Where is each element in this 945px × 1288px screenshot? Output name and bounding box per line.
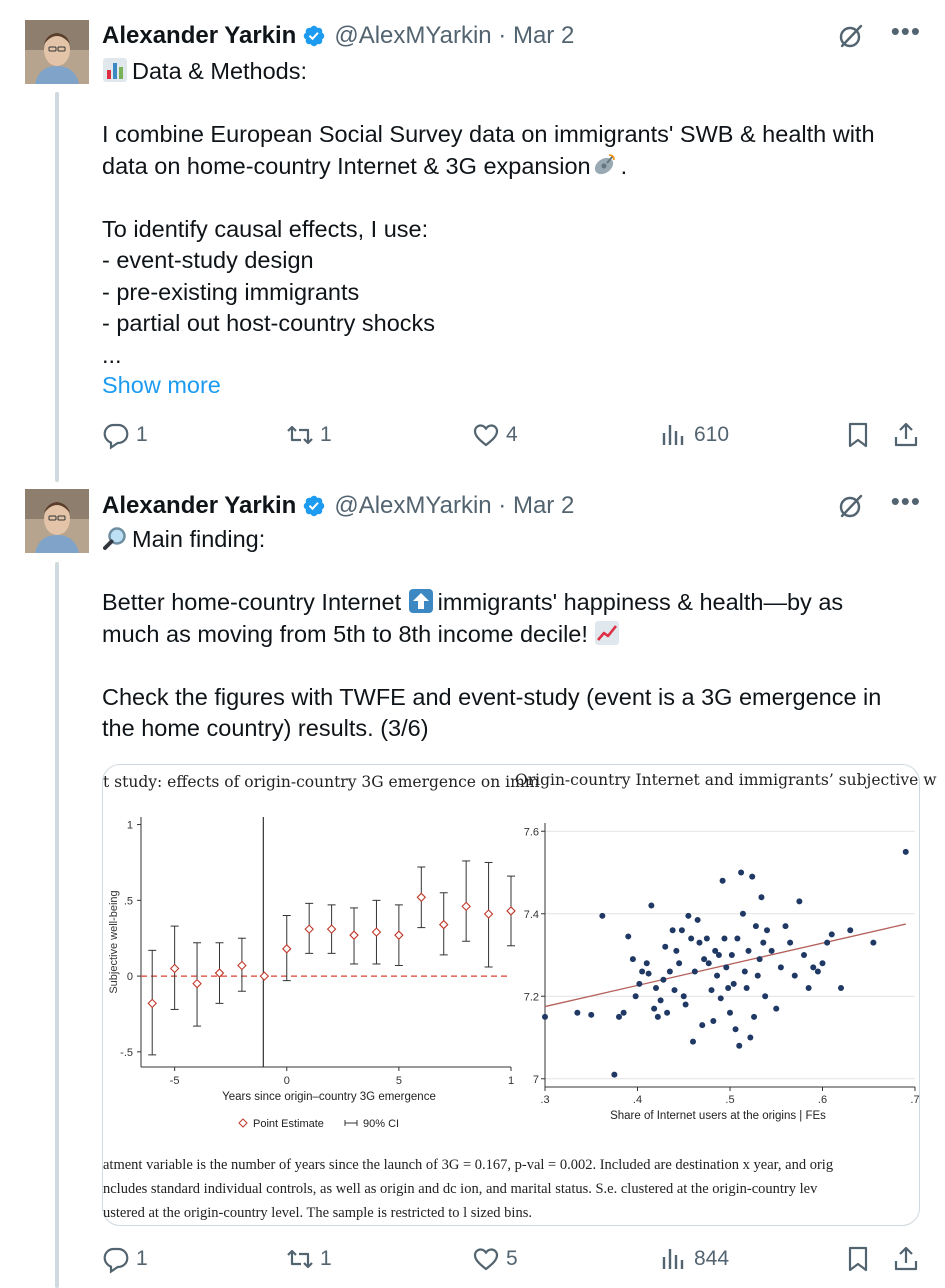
like-icon — [472, 1245, 500, 1273]
y-tick-label: 7.6 — [523, 826, 539, 839]
scatter-point — [662, 944, 668, 950]
post-text — [102, 524, 922, 745]
bookmark-icon — [844, 421, 872, 449]
point-estimate-marker — [372, 928, 380, 936]
scatter-point — [621, 1010, 627, 1016]
internet-scatter-chart — [513, 805, 921, 1175]
scatter-point — [806, 985, 812, 991]
show-more-link[interactable]: Show more — [102, 372, 221, 398]
x-axis-label: Share of Internet users at the origins | FEs — [610, 1110, 826, 1122]
figure-caption-line: atment variable is the number of years since the launch of 3G = 0.167, p-val = 0.002. Included are destination x year, and orig — [103, 1157, 834, 1173]
post-header — [102, 490, 574, 522]
author-handle[interactable]: @AlexMYarkin — [334, 22, 492, 49]
scatter-point — [796, 898, 802, 904]
point-estimate-marker — [440, 921, 448, 929]
legend-marker-point-estimate — [239, 1119, 247, 1127]
text-line: immigrants' happiness & health—by as — [437, 589, 844, 615]
scatter-point — [744, 985, 750, 991]
scatter-point — [769, 948, 775, 954]
text-line: Data & Methods: — [132, 58, 308, 84]
scatter-point — [778, 964, 784, 970]
y-tick-label: .5 — [123, 895, 133, 908]
scatter-point — [838, 985, 844, 991]
point-estimate-marker — [148, 999, 156, 1007]
scatter-point — [847, 927, 853, 933]
legend-label: 90% CI — [363, 1118, 400, 1130]
more-icon[interactable]: ••• — [890, 486, 921, 516]
event-study-chart — [103, 805, 513, 1175]
like-count: 5 — [506, 1247, 518, 1270]
point-estimate-marker — [193, 980, 201, 988]
action-bar — [102, 421, 925, 455]
magnifier-emoji — [102, 525, 128, 551]
like-button[interactable] — [472, 421, 518, 449]
scatter-point — [611, 1072, 617, 1078]
avatar[interactable] — [25, 489, 89, 553]
scatter-point — [651, 1006, 657, 1012]
x-tick-label: .6 — [817, 1094, 828, 1106]
scatter-point — [824, 940, 830, 946]
scatter-point — [588, 1012, 594, 1018]
scatter-point — [701, 956, 707, 962]
x-tick-label: 1 — [507, 1075, 515, 1087]
reply-button[interactable] — [102, 1245, 148, 1273]
scatter-point — [727, 1010, 733, 1016]
repost-button[interactable] — [286, 1245, 332, 1273]
scatter-point — [660, 977, 666, 983]
share-button[interactable] — [892, 1245, 920, 1273]
post-text: Data & Methods: I combine European Social Survey data on immigrants' SWB & health with data on home-country Internet & 3G expansion . To identify causal effects, I use: - event-study design - pre-existing immigrants - partial out host-country shocks ... — [102, 58, 875, 368]
scatter-point — [648, 903, 654, 909]
scatter-point — [655, 1014, 661, 1020]
text-line: much as moving from 5th to 8th income decile! — [102, 620, 588, 647]
bookmark-button[interactable] — [844, 1245, 872, 1273]
scatter-point — [670, 927, 676, 933]
dot-separator: · — [491, 492, 513, 519]
views-button[interactable] — [660, 1245, 729, 1273]
y-tick-label: 1 — [126, 819, 133, 832]
views-button[interactable] — [660, 421, 729, 449]
thread-line-1 — [55, 92, 59, 482]
scatter-point — [734, 936, 740, 942]
scatter-point — [676, 960, 682, 966]
scatter-point — [710, 1018, 716, 1024]
verified-badge-icon — [302, 494, 326, 518]
scatter-point — [783, 923, 789, 929]
text-line: - pre-existing immigrants — [102, 278, 360, 305]
more-icon[interactable]: ••• — [890, 16, 921, 46]
reply-count: 1 — [136, 423, 148, 446]
figure-caption-line: ustered at the origin-country level. The sample is restricted to l sized bins. — [103, 1205, 532, 1221]
x-tick-label: 5 — [395, 1075, 402, 1087]
views-icon — [660, 1245, 688, 1273]
scatter-point — [723, 964, 729, 970]
post-date[interactable]: Mar 2 — [512, 492, 575, 519]
share-button[interactable] — [892, 421, 920, 449]
scatter-point — [749, 874, 755, 880]
thread-line-2 — [55, 562, 59, 1288]
scatter-point — [699, 1022, 705, 1028]
scatter-point — [673, 948, 679, 954]
y-tick-label: 7 — [532, 1073, 539, 1086]
scatter-point — [706, 960, 712, 966]
x-tick-label: 0 — [283, 1075, 290, 1087]
point-estimate-marker — [305, 925, 313, 933]
scatter-point — [636, 981, 642, 987]
repost-icon — [286, 1245, 314, 1273]
x-tick-label: .3 — [540, 1094, 550, 1106]
x-tick-label: .5 — [725, 1094, 735, 1106]
bookmark-button[interactable] — [844, 421, 872, 449]
scatter-point — [815, 969, 821, 975]
scatter-point — [714, 973, 720, 979]
point-estimate-marker — [417, 893, 425, 901]
text-line: Check the figures with TWFE and event-study (event is a 3G emergence in — [102, 683, 882, 710]
repost-count: 1 — [320, 423, 332, 446]
scatter-point — [820, 960, 826, 966]
scatter-point — [574, 1010, 580, 1016]
share-icon — [892, 421, 920, 449]
scatter-point — [801, 952, 807, 958]
share-icon — [892, 1245, 920, 1273]
reply-icon — [102, 421, 130, 449]
like-icon — [472, 421, 500, 449]
left-figure-title: t study: effects of origin-country 3G emergence on imm — [103, 773, 540, 791]
scatter-point — [903, 849, 909, 855]
scatter-point — [753, 923, 759, 929]
text-line: Better home-country Internet — [102, 589, 402, 615]
x-tick-label: .4 — [632, 1094, 643, 1106]
scatter-point — [658, 997, 664, 1003]
repost-count: 1 — [320, 1247, 332, 1270]
scatter-point — [760, 940, 766, 946]
up-arrow-emoji — [408, 588, 434, 614]
scatter-point — [718, 995, 724, 1001]
text-line: - partial out host-country shocks — [102, 310, 436, 336]
bar-chart-emoji — [102, 57, 128, 83]
grok-icon[interactable] — [837, 22, 865, 50]
scatter-point — [690, 1039, 696, 1045]
scatter-point — [733, 1026, 739, 1032]
scatter-point — [709, 987, 715, 993]
scatter-point — [787, 940, 793, 946]
point-estimate-marker — [350, 931, 358, 939]
text-line: data on home-country Internet & 3G expansion — [102, 152, 591, 179]
point-estimate-marker — [462, 902, 470, 910]
repost-icon — [286, 421, 314, 449]
satellite-emoji — [591, 152, 617, 178]
y-axis-label: Subjective well-being — [108, 890, 120, 994]
scatter-point — [755, 973, 761, 979]
y-tick-label: 7.4 — [523, 908, 539, 921]
scatter-point — [683, 1002, 689, 1008]
y-tick-label: 7.2 — [523, 991, 539, 1004]
point-estimate-marker — [171, 965, 179, 973]
scatter-point — [742, 969, 748, 975]
dot-separator: · — [491, 22, 513, 49]
text-line: ... — [102, 341, 122, 368]
scatter-point — [729, 952, 735, 958]
legend-label: Point Estimate — [253, 1118, 324, 1130]
scatter-point — [688, 936, 694, 942]
bookmark-icon — [844, 1245, 872, 1273]
scatter-point — [704, 936, 710, 942]
scatter-point — [725, 985, 731, 991]
avatar[interactable] — [25, 20, 89, 84]
views-icon — [660, 421, 688, 449]
grok-icon[interactable] — [837, 492, 865, 520]
scatter-point — [758, 894, 764, 900]
point-estimate-marker — [395, 931, 403, 939]
views-count: 610 — [694, 423, 730, 446]
scatter-point — [667, 969, 673, 975]
scatter-point — [773, 1006, 779, 1012]
post-header — [102, 20, 574, 52]
point-estimate-marker — [485, 910, 493, 918]
scatter-point — [716, 952, 722, 958]
scatter-point — [747, 1035, 753, 1041]
text-line: - event-study design — [102, 247, 314, 273]
point-estimate-marker — [328, 925, 336, 933]
scatter-point — [721, 936, 727, 942]
scatter-point — [738, 870, 744, 876]
scatter-point — [679, 927, 685, 933]
author-name[interactable]: Alexander Yarkin — [102, 492, 297, 519]
text-line: I combine European Social Survey data on immigrants' SWB & health with — [102, 121, 875, 147]
scatter-point — [696, 940, 702, 946]
scatter-point — [746, 948, 752, 954]
scatter-point — [792, 973, 798, 979]
scatter-point — [736, 1043, 742, 1049]
scatter-point — [720, 878, 726, 884]
chart-increasing-emoji — [594, 620, 620, 646]
scatter-point — [740, 911, 746, 917]
repost-button[interactable] — [286, 421, 332, 449]
scatter-point — [646, 971, 652, 977]
scatter-point — [664, 1010, 670, 1016]
scatter-point — [695, 917, 701, 923]
x-axis-label: Years since origin–country 3G emergence — [222, 1091, 436, 1103]
y-tick-label: -.5 — [120, 1046, 133, 1059]
scatter-point — [644, 960, 650, 966]
text-line: Main finding: — [132, 526, 266, 552]
scatter-point — [633, 993, 639, 999]
like-button[interactable] — [472, 1245, 518, 1273]
scatter-point — [692, 969, 698, 975]
text-line: the home country) results. (3/6) — [102, 715, 429, 741]
action-bar — [102, 1245, 925, 1279]
figure-caption-line: ncludes standard individual controls, as well as origin and dc ion, and marital status. S.e. clustered at the origin-country lev — [103, 1181, 818, 1197]
right-figure-title: Origin-country Internet and immigrants’ subjective w — [515, 771, 937, 789]
scatter-point — [731, 981, 737, 987]
scatter-point — [762, 993, 768, 999]
point-estimate-marker — [283, 945, 291, 953]
y-tick-label: 0 — [126, 971, 133, 984]
scatter-point — [764, 927, 770, 933]
post-date[interactable]: Mar 2 — [512, 22, 575, 49]
scatter-point — [829, 931, 835, 937]
post-top-icons — [837, 486, 921, 520]
point-estimate-marker — [260, 972, 268, 980]
scatter-point — [542, 1014, 548, 1020]
x-tick-label: .7 — [910, 1094, 920, 1106]
scatter-point — [681, 993, 687, 999]
author-handle[interactable]: @AlexMYarkin — [334, 492, 492, 519]
scatter-point — [810, 964, 816, 970]
views-count: 844 — [694, 1247, 730, 1270]
x-tick-label: -5 — [169, 1075, 180, 1087]
scatter-point — [630, 956, 636, 962]
reply-count: 1 — [136, 1247, 148, 1270]
like-count: 4 — [506, 423, 518, 446]
scatter-point — [757, 956, 763, 962]
scatter-point — [870, 940, 876, 946]
scatter-point — [616, 1014, 622, 1020]
scatter-point — [639, 969, 645, 975]
scatter-point — [685, 913, 691, 919]
post-top-icons — [837, 16, 921, 50]
author-name[interactable]: Alexander Yarkin — [102, 22, 297, 49]
legend-marker-ci — [345, 1120, 357, 1126]
verified-badge-icon — [302, 24, 326, 48]
reply-button[interactable] — [102, 421, 148, 449]
scatter-point — [672, 987, 678, 993]
media-image[interactable] — [102, 764, 937, 1226]
text-line: To identify causal effects, I use: — [102, 215, 429, 242]
scatter-point — [625, 933, 631, 939]
scatter-point — [599, 913, 605, 919]
scatter-point — [653, 985, 659, 991]
reply-icon — [102, 1245, 130, 1273]
point-estimate-marker — [238, 961, 246, 969]
scatter-point — [751, 1014, 757, 1020]
